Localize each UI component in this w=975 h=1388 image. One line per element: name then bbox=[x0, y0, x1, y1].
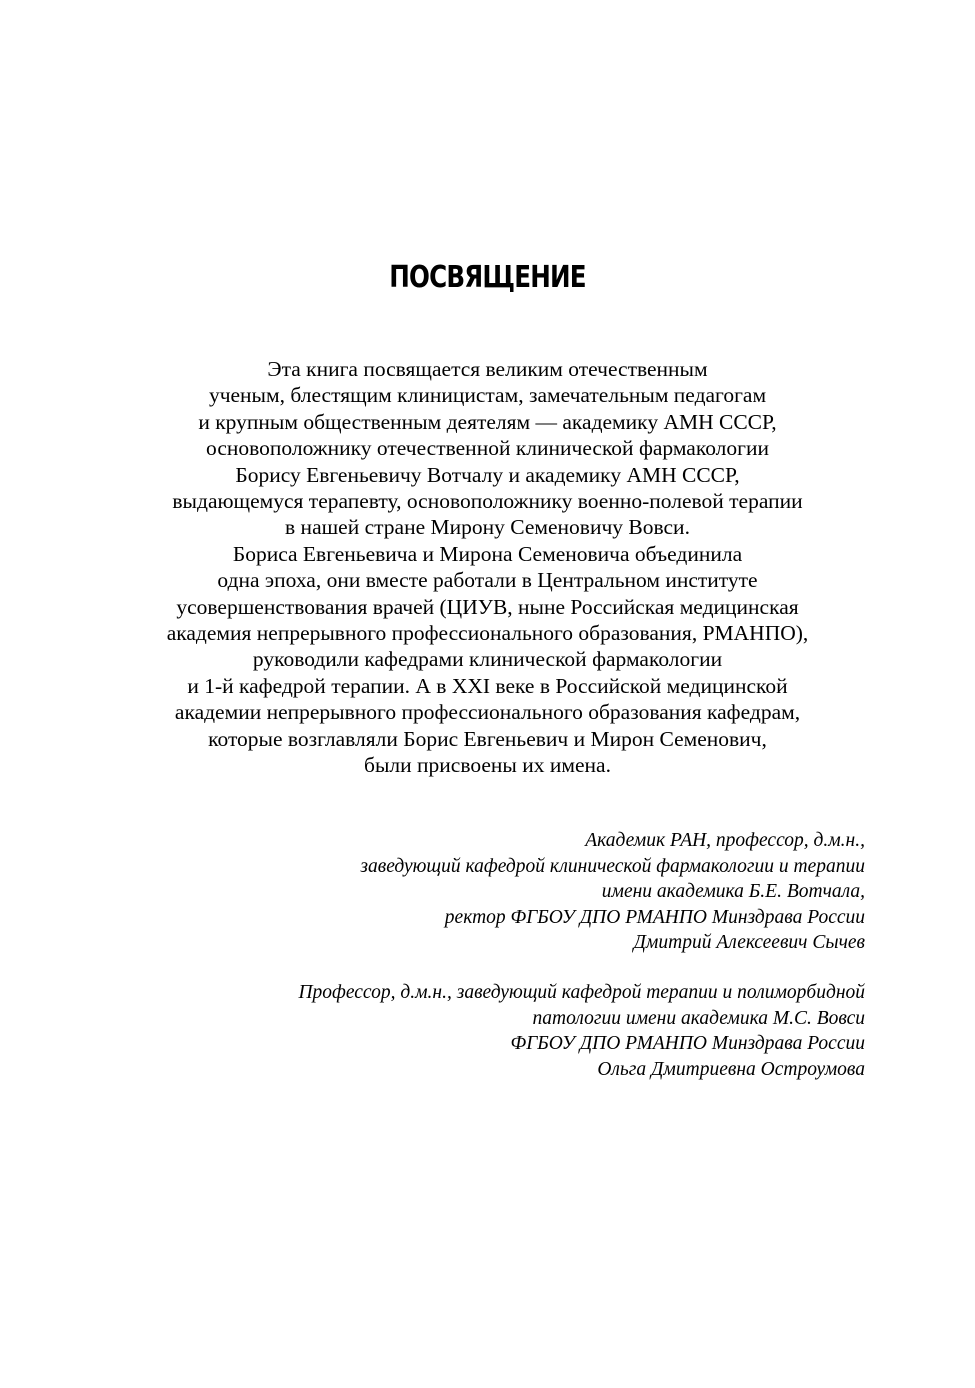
dedication-line: и 1-й кафедрой терапии. А в XXI веке в Российской медицинской bbox=[187, 673, 788, 698]
dedication-line: Бориса Евгеньевича и Мирона Семеновича объединила bbox=[232, 541, 743, 566]
dedication-line: и крупным общественным деятелям — академику АМН СССР, bbox=[198, 409, 777, 434]
dedication-line: руководили кафедрами клинической фармакологии bbox=[252, 647, 723, 672]
dedication-line: Эта книга посвящается великим отечественным bbox=[267, 357, 708, 381]
dedication-line: которые возглавляли Борис Евгеньевич и Мирон Семенович, bbox=[208, 726, 767, 751]
signature-line: имени академика Б.Е. Вотчала, bbox=[601, 881, 865, 902]
signature-line: ФГБОУ ДПО РМАНПО Минздрава России bbox=[510, 1033, 865, 1054]
dedication-line: выдающемуся терапевту, основоположнику военно-полевой терапии bbox=[172, 489, 803, 514]
dedication-line: были присвоены их имена. bbox=[364, 753, 611, 778]
dedication-line: ученым, блестящим клиницистам, замечательным педагогам bbox=[208, 383, 767, 408]
page-title: ПОСВЯЩЕНИЕ bbox=[389, 260, 586, 295]
dedication-line: одна эпоха, они вместе работали в Центральном институте bbox=[217, 568, 758, 593]
signature-name: Дмитрий Алексеевич Сычев bbox=[633, 932, 865, 953]
dedication-line: в нашей стране Мирону Семеновичу Вовси. bbox=[285, 515, 690, 540]
signature-line: заведующий кафедрой клинической фармакологии и терапии bbox=[360, 855, 865, 877]
signature-block-sychev bbox=[360, 828, 865, 956]
signature-line: ректор ФГБОУ ДПО РМАНПО Минздрава России bbox=[444, 906, 865, 928]
dedication-line: академии непрерывного профессионального образования кафедрам, bbox=[174, 700, 801, 725]
signature-line: Академик РАН, профессор, д.м.н., bbox=[585, 830, 865, 851]
dedication-line: Борису Евгеньевичу Вотчалу и академику АМН СССР, bbox=[235, 462, 740, 487]
dedication-line: усовершенствования врачей (ЦИУВ, ныне Российская медицинская bbox=[176, 594, 799, 619]
dedication-line: основоположнику отечественной клинической фармакологии bbox=[206, 436, 769, 461]
dedication-text bbox=[0, 356, 975, 779]
signature-line: патологии имени академика М.С. Вовси bbox=[532, 1007, 865, 1029]
signature-name: Ольга Дмитриевна Остроумова bbox=[597, 1058, 865, 1080]
dedication-line: академия непрерывного профессионального образования, РМАНПО), bbox=[166, 621, 809, 646]
signature-block-ostroumova bbox=[298, 980, 865, 1082]
signature-line: Профессор, д.м.н., заведующий кафедрой терапии и полиморбидной bbox=[298, 982, 865, 1003]
